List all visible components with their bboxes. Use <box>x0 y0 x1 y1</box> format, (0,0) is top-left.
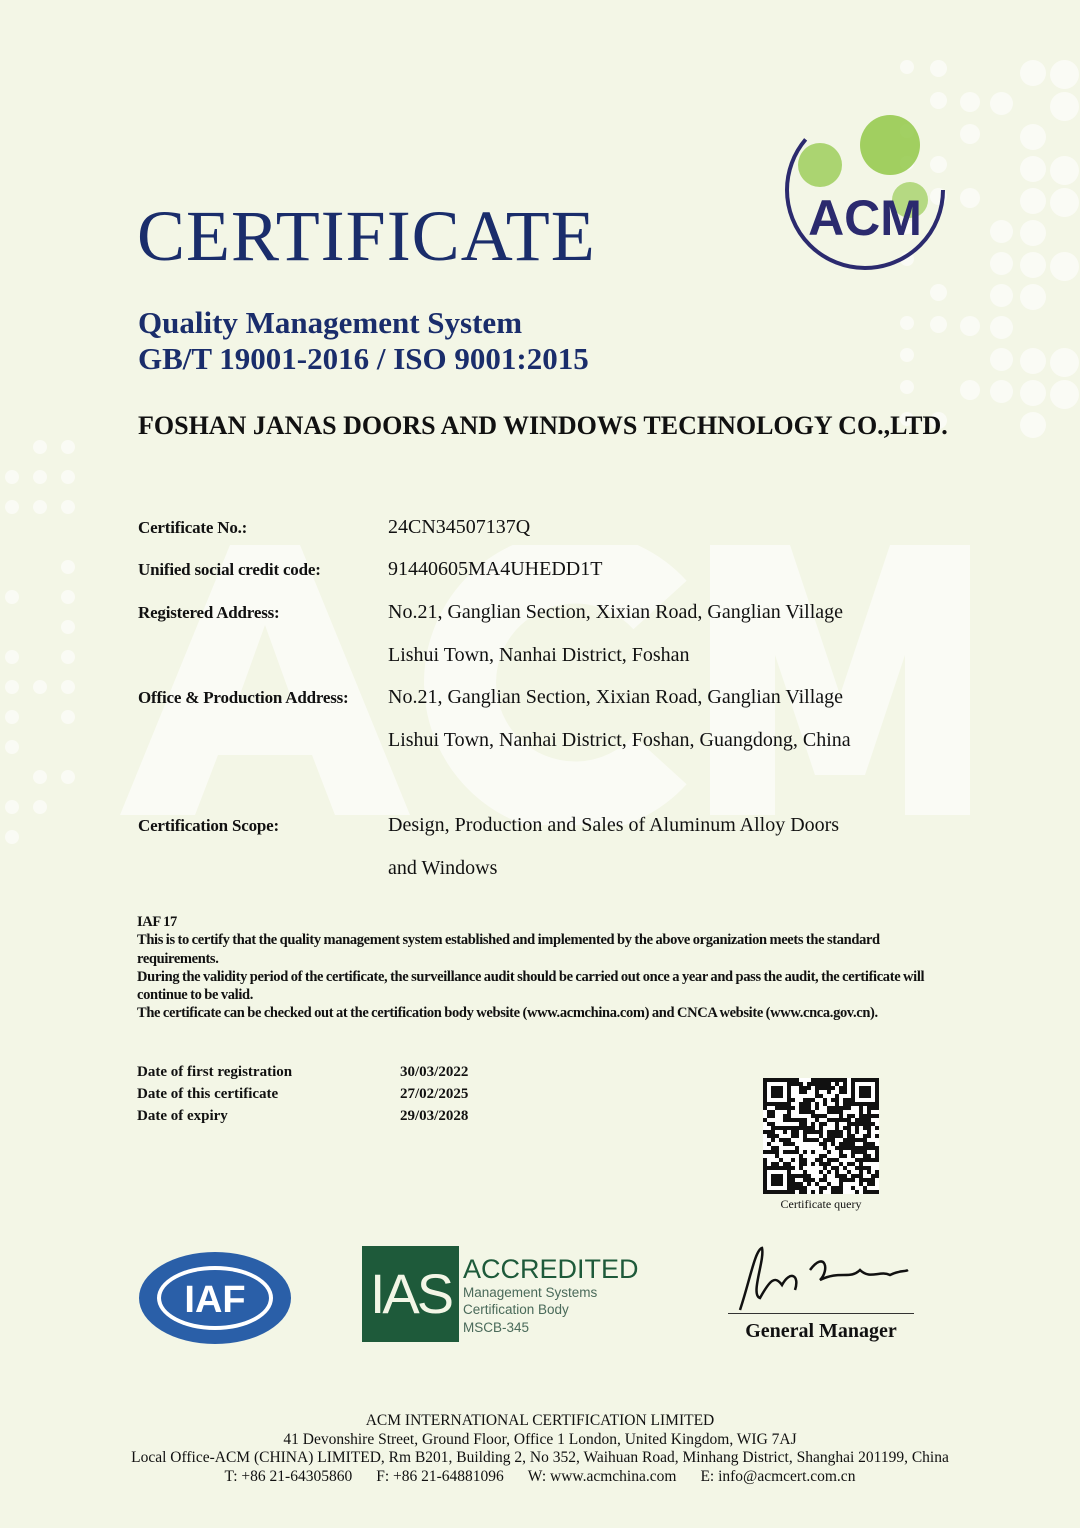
decorative-dot <box>5 710 19 724</box>
decorative-dot <box>33 800 47 814</box>
ias-line1: Management Systems <box>463 1285 598 1300</box>
decorative-dot <box>990 220 1013 243</box>
decorative-dot <box>5 740 19 754</box>
decorative-dot <box>5 830 19 844</box>
decorative-dot <box>1050 60 1079 89</box>
decorative-dot <box>33 470 47 484</box>
decorative-dot <box>1020 348 1046 374</box>
decorative-dot <box>1020 124 1046 150</box>
footer-fax: F: +86 21-64881096 <box>376 1467 504 1485</box>
decorative-dot <box>990 284 1013 307</box>
field-value: and Windows <box>388 856 498 879</box>
decorative-dot <box>1020 220 1046 246</box>
iaf-logo <box>137 1250 293 1346</box>
date-label: Date of expiry <box>137 1107 228 1124</box>
decorative-dot <box>61 590 75 604</box>
field-label: Certification Scope: <box>138 816 279 835</box>
decorative-dot <box>900 348 914 362</box>
decorative-dot <box>5 470 19 484</box>
field-value: No.21, Ganglian Section, Xixian Road, Ganglian Village <box>388 601 844 623</box>
field-value: Design, Production and Sales of Aluminum Alloy Doors <box>388 814 840 836</box>
statement-p2: During the validity period of the certificate, the surveillance audit should be carried out once a year and pass the audit, the certificate will continue to be valid. <box>137 968 925 1004</box>
decorative-dot <box>5 590 19 604</box>
logo-text: ACM <box>808 190 922 246</box>
signature-title: General Manager <box>745 1320 897 1342</box>
statement-heading: IAF 17 <box>137 914 177 930</box>
decorative-dot <box>61 440 75 454</box>
decorative-dot <box>930 60 947 77</box>
decorative-dot <box>960 124 980 144</box>
date-label: Date of this certificate <box>137 1085 279 1102</box>
date-value: 27/02/2025 <box>400 1085 469 1102</box>
decorative-dot <box>900 380 914 394</box>
iaf-text: IAF <box>184 1279 246 1321</box>
standard-line2: GB/T 19001-2016 / ISO 9001:2015 <box>138 341 589 376</box>
decorative-dot <box>900 60 914 74</box>
standard-title <box>138 305 589 377</box>
field-value: 24CN34507137Q <box>388 516 531 538</box>
ias-line2: Certification Body <box>463 1302 569 1317</box>
decorative-dot <box>1020 284 1046 310</box>
decorative-dot <box>61 620 75 634</box>
decorative-dot <box>61 500 75 514</box>
decorative-dot <box>61 470 75 484</box>
decorative-dot <box>930 284 947 301</box>
statement-p1: This is to certify that the quality management system established and implemented by the above organization meets the standard requirements. <box>137 932 880 967</box>
decorative-dot <box>5 800 19 814</box>
decorative-dot <box>960 380 980 400</box>
decorative-dot <box>5 500 19 514</box>
decorative-dot <box>61 770 75 784</box>
footer-address: 41 Devonshire Street, Ground Floor, Office 1 London, United Kingdom, WIG 7AJ <box>283 1430 797 1448</box>
footer-web: W: www.acmchina.com <box>527 1467 677 1485</box>
decorative-dot <box>33 770 47 784</box>
statement-p3: The certificate can be checked out at the certification body website (www.acmchina.com) and CNCA website (www.cnca.gov.cn). <box>137 1005 878 1022</box>
watermark-letter-m <box>710 545 970 815</box>
decorative-dot <box>1020 252 1046 278</box>
qr-code[interactable] <box>763 1078 879 1194</box>
statement <box>137 913 937 1023</box>
footer <box>0 1412 1080 1486</box>
standard-line1: Quality Management System <box>138 305 523 340</box>
field-label: Certificate No.: <box>138 518 248 537</box>
ias-mark: IAS <box>362 1246 459 1342</box>
ias-text <box>463 1254 639 1338</box>
watermark <box>120 545 980 825</box>
footer-email: E: info@acmcert.com.cn <box>700 1467 856 1485</box>
decorative-dot <box>33 500 47 514</box>
decorative-dot <box>33 680 47 694</box>
ias-code: MSCB-345 <box>463 1320 530 1335</box>
decorative-dot <box>1020 188 1046 214</box>
footer-local: Local Office-ACM (CHINA) LIMITED, Rm B201, Building 2, No 352, Waihuan Road, Minhang District, Shanghai 201199, China <box>131 1449 949 1466</box>
field-value: Lishui Town, Nanhai District, Foshan, Guangdong, China <box>388 728 851 751</box>
date-label: Date of first registration <box>137 1063 293 1080</box>
decorative-dot <box>1020 156 1046 182</box>
company-name: FOSHAN JANAS DOORS AND WINDOWS TECHNOLOGY CO.,LTD. <box>138 411 948 440</box>
field-label: Office & Production Address: <box>138 688 349 707</box>
decorative-dot <box>960 92 980 112</box>
field-value: No.21, Ganglian Section, Xixian Road, Ganglian Village <box>388 686 844 708</box>
decorative-dot <box>990 348 1013 371</box>
decorative-dot <box>1050 92 1079 121</box>
decorative-dot <box>1050 156 1079 185</box>
decorative-dot <box>930 316 947 333</box>
decorative-dot <box>1020 412 1046 438</box>
decorative-dot <box>990 316 1013 339</box>
decorative-dot <box>1020 60 1046 86</box>
decorative-dot <box>61 650 75 664</box>
field-value: 91440605MA4UHEDD1T <box>388 558 603 580</box>
ias-accredited: ACCREDITED <box>463 1254 639 1284</box>
decorative-dot <box>61 710 75 724</box>
watermark-letter-a <box>120 545 410 815</box>
decorative-dot <box>1050 348 1079 377</box>
date-value: 29/03/2028 <box>400 1107 469 1124</box>
decorative-dot <box>1050 188 1079 217</box>
decorative-dot <box>61 680 75 694</box>
field-value: Lishui Town, Nanhai District, Foshan <box>388 643 690 666</box>
decorative-dot <box>33 440 47 454</box>
decorative-dot <box>1050 252 1079 281</box>
decorative-dot <box>61 560 75 574</box>
decorative-dot <box>990 92 1013 115</box>
footer-tel: T: +86 21-64305860 <box>224 1467 353 1485</box>
decorative-dot <box>960 316 980 336</box>
decorative-dot <box>5 680 19 694</box>
qr-caption: Certificate query <box>780 1197 862 1211</box>
field-label: Unified social credit code: <box>138 560 321 579</box>
decorative-dot <box>960 188 980 208</box>
signature <box>730 1240 920 1312</box>
signature-line <box>728 1313 914 1314</box>
decorative-dot <box>990 380 1013 403</box>
decorative-dot <box>900 316 914 330</box>
decorative-dot <box>990 252 1013 275</box>
decorative-dot <box>1020 380 1046 406</box>
decorative-dot <box>5 650 19 664</box>
field-label: Registered Address: <box>138 603 280 622</box>
acm-logo <box>780 105 950 275</box>
decorative-dot <box>1050 380 1079 409</box>
page-title: CERTIFICATE <box>137 196 596 276</box>
date-value: 30/03/2022 <box>400 1063 469 1080</box>
footer-org: ACM INTERNATIONAL CERTIFICATION LIMITED <box>365 1412 715 1429</box>
